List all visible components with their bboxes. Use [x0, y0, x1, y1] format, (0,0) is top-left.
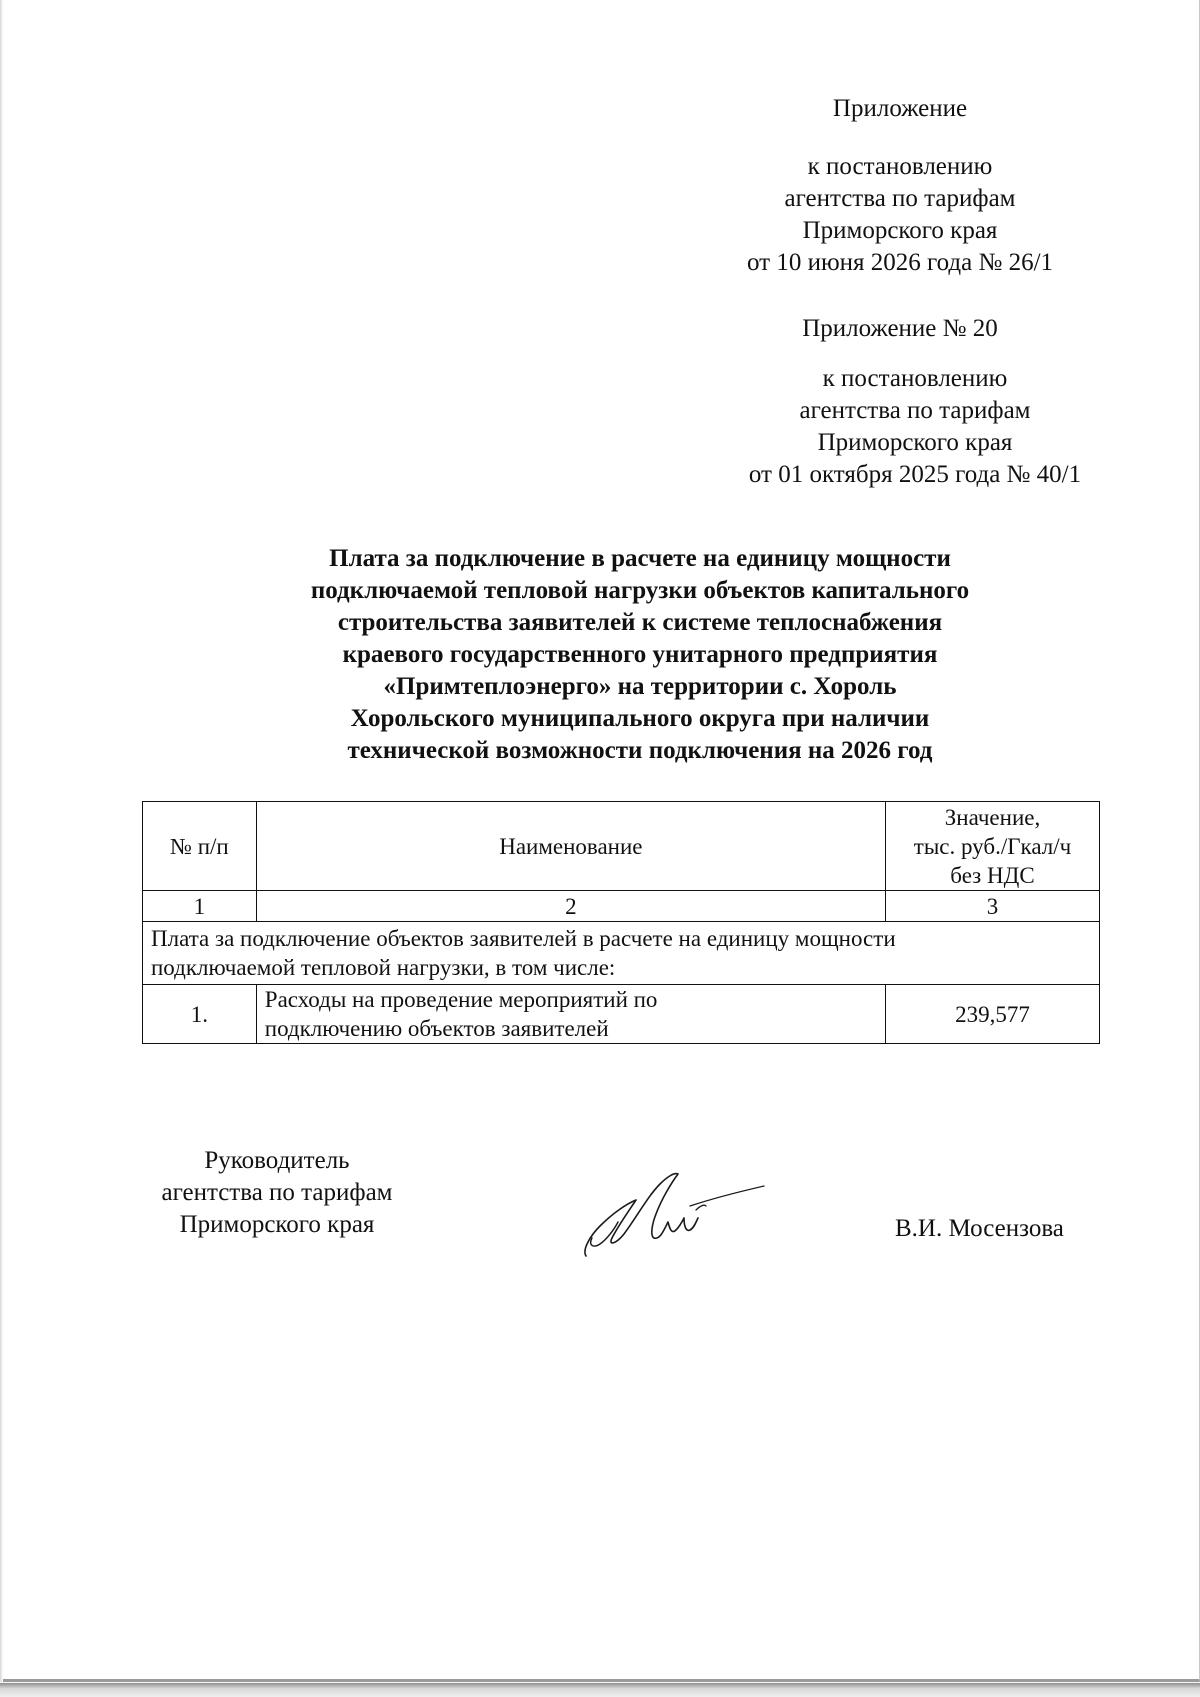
appendix-current-line: Приморского края — [802, 217, 998, 244]
tariff-table — [142, 801, 1100, 1044]
row-number: 1. — [143, 985, 257, 1044]
signer-position — [132, 1145, 422, 1241]
signer-position-line: Приморского края — [179, 1211, 375, 1238]
header-name: Наименование — [256, 802, 885, 891]
header-value-line: Значение, — [944, 804, 1041, 830]
appendix-current-line: к постановлению — [807, 153, 993, 180]
appendix-current-title — [745, 93, 1055, 125]
row-name-line: Расходы на проведение мероприятий по — [264, 987, 658, 1012]
table-column-index-row — [143, 891, 1100, 922]
appendix-current-details — [715, 151, 1085, 279]
header-value — [885, 802, 1099, 891]
header-value-line: без НДС — [950, 862, 1035, 888]
row-name — [256, 985, 885, 1044]
table-row — [143, 985, 1100, 1044]
signer-name: В.И. Мосензова — [895, 1215, 1064, 1242]
header-number: № п/п — [143, 802, 257, 891]
appendix-original-line: к постановлению — [822, 365, 1008, 392]
group-row-line: подключаемой тепловой нагрузки, в том числе: — [151, 955, 616, 980]
document-title-line: технической возможности подключения на 2026 год — [347, 737, 933, 764]
signer-position-line: агентства по тарифам — [161, 1179, 393, 1206]
appendix-original-title — [745, 313, 1055, 345]
appendix-current-title-text: Приложение — [832, 95, 968, 122]
handwritten-signature — [578, 1160, 768, 1260]
column-index-cell: 2 — [256, 891, 885, 922]
column-index-cell: 1 — [143, 891, 257, 922]
document-title-line: Плата за подключение в расчете на единицу мощности — [329, 545, 951, 572]
appendix-original-line: агентства по тарифам — [799, 397, 1031, 424]
group-row-line: Плата за подключение объектов заявителей в расчете на единицу мощности — [151, 926, 896, 951]
header-value-line: тыс. руб./Гкал/ч — [913, 833, 1072, 859]
signer-position-line: Руководитель — [204, 1147, 350, 1174]
document-title-line: краевого государственного унитарного предприятия — [342, 641, 938, 668]
row-value: 239,577 — [885, 985, 1099, 1044]
table-header-row — [143, 802, 1100, 891]
appendix-original-date-line: от 01 октября 2025 года № 40/1 — [748, 461, 1082, 488]
document-title-line: Хорольского муниципального округа при наличии — [350, 705, 930, 732]
document-title-line: строительства заявителей к системе теплоснабжения — [337, 609, 943, 636]
table-group-row — [143, 922, 1100, 985]
appendix-original-title-text: Приложение № 20 — [802, 315, 998, 342]
scan-edge — [0, 1683, 1200, 1697]
appendix-original-details — [715, 363, 1115, 491]
row-name-line: подключению объектов заявителей — [264, 1016, 609, 1041]
appendix-current-date-line: от 10 июня 2026 года № 26/1 — [746, 249, 1054, 276]
document-title-line: подключаемой тепловой нагрузки объектов капитального — [310, 577, 970, 604]
column-index-cell: 3 — [885, 891, 1099, 922]
appendix-current-line: агентства по тарифам — [784, 185, 1016, 212]
appendix-original-line: Приморского края — [817, 429, 1013, 456]
group-row-cell — [143, 922, 1100, 985]
scan-edge — [0, 0, 3, 1682]
document-title-line: «Примтеплоэнерго» на территории с. Хороль — [383, 673, 897, 700]
document-title — [180, 543, 1100, 767]
